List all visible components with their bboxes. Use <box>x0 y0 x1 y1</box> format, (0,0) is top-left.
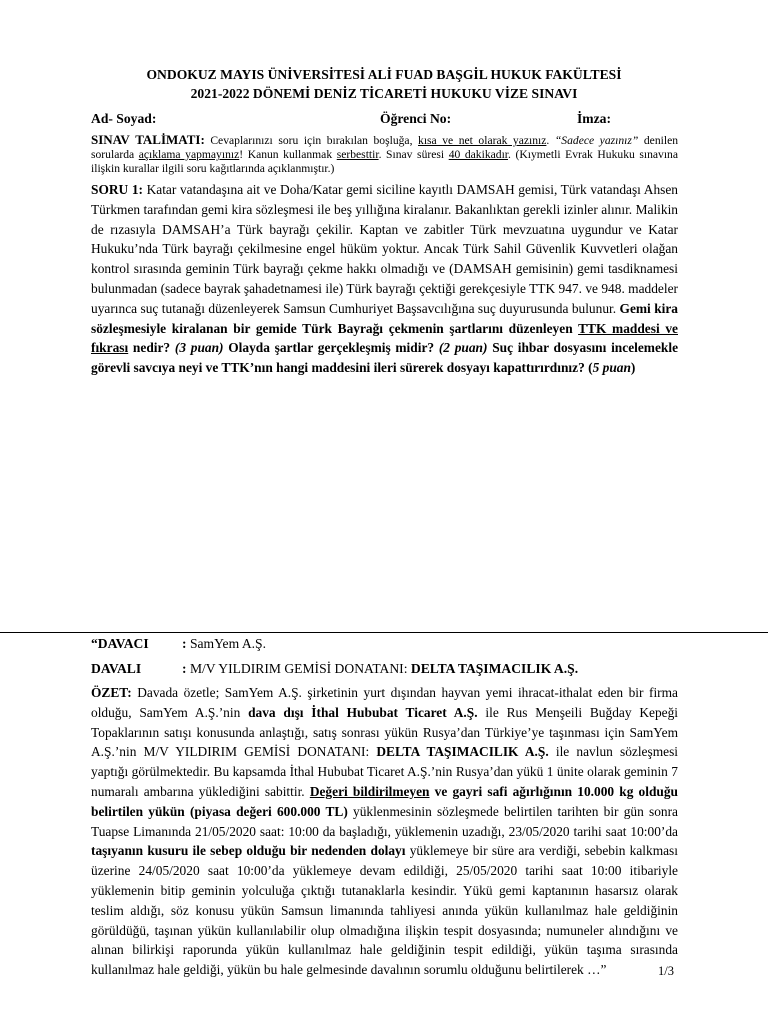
question-1 <box>91 180 678 378</box>
question-prompt-emphasis: TTK maddesi ve fıkrası <box>91 320 678 356</box>
question-scenario: Katar vatandaşına ait ve Doha/Katar gemi siciline kayıtlı DAMSAH gemisi, Türk vatandaşı Ahsen Türkmen tarafından gemi kira sözleşmesi ile beş yıllığına kiralanır. Bakanlıktan gerekli izinler alınır. Malikin de rızasıyla DAMSAH’a Türk bayrağı çekilir. Kaptan ve zabitler Türk mevzuatına uygundur ve Katar Hukuku’nda Türk bayrağı çekilmesine engel hüküm yoktur. Ancak Türk Sahil Güvenlik Kuvvetleri olağan kontrol sırasında geminin Türk bayrağı çekme hakkı olmadığı ve (DAMSAH gemisinin) gemi tasdiknamesi bulunmadan (sadece bayrak şahadetnamesi ile) Türk bayrağı çektiği gerekçesiyle TTK 947. ve 948. maddeler uyarınca suç tutanağı düzenleyerek Samsun Cumhuriyet Başsavcılığına suç duyurusunda bulunur. <box>91 182 678 316</box>
summary-text: ile navlun sözleşmesi yaptığı görülmektedir. Bu kapsamda İthal Hububat Ticaret A.Ş.’nin Rusya’dan yükü 1 ünite olarak geminin 7 numaralı ambarına yüklediğini sabittir. <box>91 744 678 799</box>
instructions-text: . Sınav süresi <box>378 148 449 162</box>
instructions-emphasis: 40 dakikadır <box>448 148 509 162</box>
summary-text: ile Rus Menşeili Buğday Kepeği Topaklarının satışı konusunda anlaştığı, satış sonrası yükün Rusya’dan Türkiye’ye taşınması için SamYem A.Ş.’nin M/V YILDIRIM GEMİSİ DONATANI: <box>91 704 678 760</box>
student-number-label: Öğrenci No: <box>380 111 452 126</box>
instructions-text: ! Kanun kullanmak <box>239 148 337 162</box>
signature-label: İmza: <box>577 111 611 126</box>
defendant-colon: : <box>182 661 187 676</box>
question-prompt: ) <box>630 360 636 376</box>
summary-text: yüklenmesinin sözleşmede belirtilen tarihten bir gün sonra Tuapse Limanında 21/05/2020 saat: 10:00 da başladığı, yüklemenin uzadığı, 23/05/2020 tarihi saat 10:00’da <box>91 803 678 839</box>
university-title: ONDOKUZ MAYIS ÜNİVERSİTESİ ALİ FUAD BAŞGİL HUKUK FAKÜLTESİ <box>146 67 622 82</box>
instructions-text: denilen sorularda <box>91 134 679 162</box>
summary-emphasis: dava dışı İthal Hububat Ticaret A.Ş. <box>248 704 478 720</box>
question-prompt: nedir? <box>128 340 175 356</box>
plaintiff-colon: : <box>182 636 187 651</box>
points-badge: 5 puan <box>592 360 631 376</box>
defendant-name: DELTA TAŞIMACILIK A.Ş. <box>410 661 579 676</box>
points-badge: (2 puan) <box>438 340 488 356</box>
summary-text: Davada özetle; SamYem A.Ş. şirketinin yurt dışından hayvan yemi ihracat-ithalat eden bir firma olduğu, SamYem A.Ş.’nin <box>91 685 678 720</box>
question-prompt: Suç ihbar dosyasını incelemekle görevli savcıya neyi ve TTK’nın hangi maddesini ileri sürerek dosyayı kapattırırdınız? ( <box>91 340 679 376</box>
question-prompt: Olayda şartlar gerçekleşmiş midir? <box>223 340 439 356</box>
summary-emphasis: DELTA TAŞIMACILIK A.Ş. <box>376 744 549 760</box>
instructions-emphasis: kısa ve net olarak yazınız <box>418 134 547 147</box>
case-summary <box>91 683 678 980</box>
plaintiff-label: “DAVACI <box>91 636 149 651</box>
summary-text: yüklemeye bir süre ara verdiği, sebebin kalkması üzerine 24/05/2020 saat 10:00’da yüklemeye devam edildiği, 25/05/2020 tarihi saat 10:00 itibariyle yüklemenin bitip geminin yolculuğa çıktığı tutanaklarla kesindir. Yükü gemi kaptanının hasarsız olarak teslim aldığı, söz konusu yükün Samsun limanında tahliyesi anında yükün kullanılmaz hale geldiğinin görüldüğü, taşınan yükün kullanılabilir olup olmadığına ilişkin tespit dosyasında; numuneler alındığını ve alınan bilirkişi raporunda yükün kullanılmaz hale geldiğinin tespit edildiği, yükün taşıma sırasında kullanılmaz hale geldiği, yükün bu hale gelmesinde davalının sorumlu olduğunu belirtilerek …” <box>91 843 678 978</box>
question-prompt: Gemi kira sözleşmesiyle kiralanan bir gemide Türk Bayrağı çekmenin şartlarını düzenleyen <box>91 300 679 336</box>
plaintiff-value-row <box>182 636 266 652</box>
summary-emphasis: ve gayri safi ağırlığının 10.000 kg olduğu belirtilen yükün (piyasa değeri 600.000 TL) <box>91 783 678 819</box>
section-divider <box>0 632 768 633</box>
instructions-label: SINAV TALİMATI: <box>91 132 205 147</box>
instructions-text: . <box>546 134 555 147</box>
page-number: 1/3 <box>658 964 674 978</box>
plaintiff-row <box>91 636 149 652</box>
summary-emphasis: taşıyanın kusuru ile sebep olduğu bir nedenden dolayı <box>91 843 406 859</box>
defendant-prefix: M/V YILDIRIM GEMİSİ DONATANI: <box>189 661 411 676</box>
instructions-emphasis: serbesttir <box>336 148 379 162</box>
name-field-label: Ad- Soyad: <box>91 111 157 126</box>
exam-title: 2021-2022 DÖNEMİ DENİZ TİCARETİ HUKUKU VİZE SINAVI <box>190 86 578 101</box>
instructions-quote: “Sadece yazınız” <box>554 134 639 147</box>
instructions-text: Cevaplarınızı soru için bırakılan boşluğa, <box>204 134 419 147</box>
question-label: SORU 1: <box>91 182 143 197</box>
instructions-emphasis: açıklama yapmayınız <box>138 148 240 162</box>
exam-instructions <box>91 133 678 177</box>
points-badge: (3 puan) <box>174 340 224 356</box>
instructions-text: . (Kıymetli Evrak Hukuku sınavına ilişkin kurallar ilgili soru kağıtlarında açıklanmıştır.) <box>91 148 679 176</box>
summary-label: ÖZET: <box>91 685 132 700</box>
defendant-label: DAVALI <box>91 661 142 676</box>
plaintiff-name: SamYem A.Ş. <box>189 636 266 651</box>
summary-emphasis: Değeri bildirilmeyen <box>309 783 430 799</box>
defendant-value-row <box>182 661 578 677</box>
